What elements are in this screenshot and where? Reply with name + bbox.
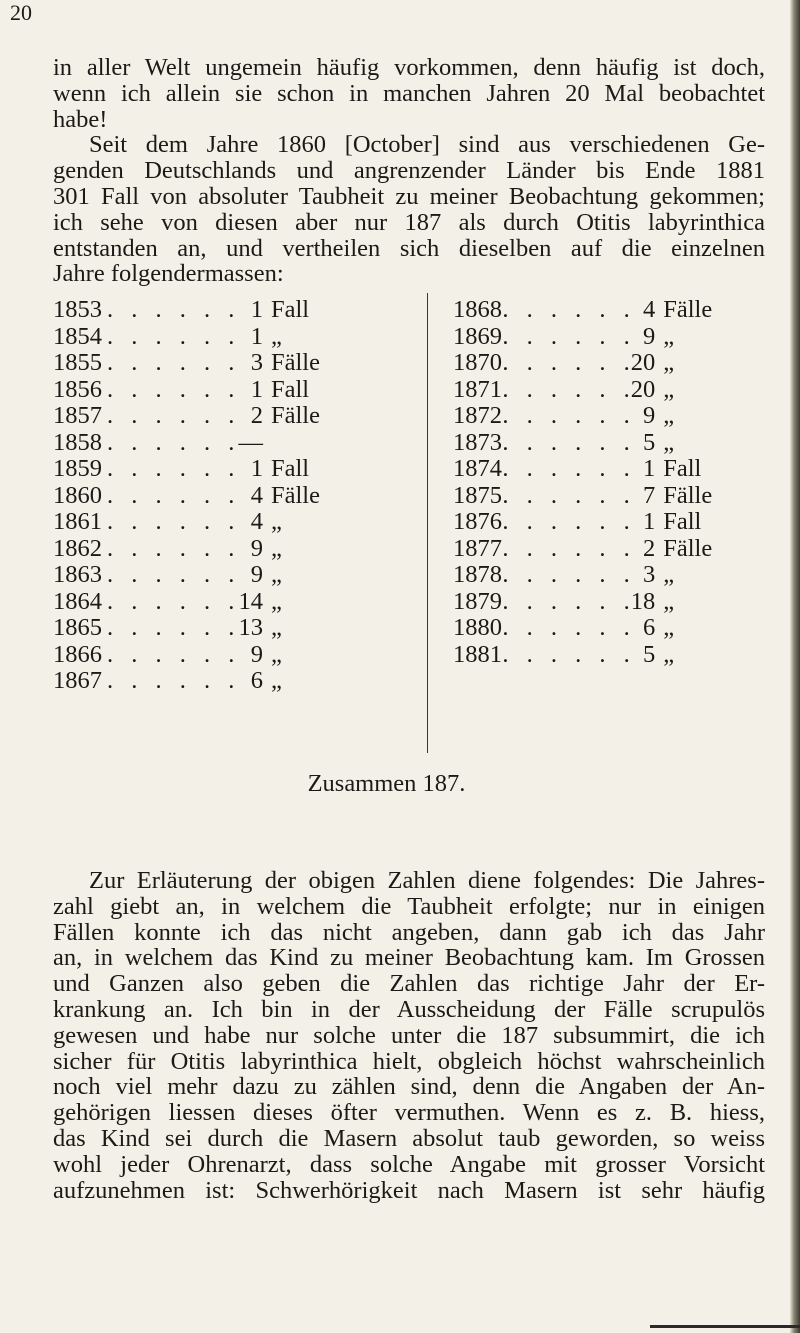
year-cell: 1858 [53,428,102,456]
year-cell: 1856 [53,375,102,403]
count-cell: — [238,428,263,456]
unit-cell: „ [663,349,675,376]
summary-text: Zusammen 187. [307,770,466,797]
table-row [53,377,423,404]
table-row [53,536,423,563]
count-cell: 1 [250,455,263,482]
count-cell: 4 [642,296,656,323]
unit-cell: Fall [271,375,310,403]
count-cell: 2 [642,534,656,562]
table-row [53,509,423,536]
text-line: gehörigen liessen dieses öfter vermuthen. Wenn es z. B. hiess, [53,1099,765,1127]
text-line: Fällen konnte ich das nicht angeben, dann gab ich das Jahr [53,918,765,946]
text-line: 301 Fall von absoluter Taubheit zu meiner Beobachtung gekommen; [53,182,765,210]
leader-dots: . . . . . . [107,455,241,482]
year-cell: 1880 [453,614,502,641]
year-cell: 1874 [453,455,502,482]
unit-cell: „ [663,587,675,615]
unit-cell: „ [663,402,675,429]
table-row [53,350,423,377]
text-line: an, in welchem das Kind zu meiner Beobachtung kam. Im Grossen [53,944,765,972]
unit-cell: „ [663,375,675,403]
year-cell: 1864 [53,587,102,615]
year-cell: 1867 [53,667,102,694]
unit-cell: „ [663,614,675,641]
leader-dots: . . . . . . [107,667,241,694]
table-row [53,297,423,324]
count-cell: 2 [250,402,263,429]
intro-paragraphs [53,55,765,287]
table-row [53,430,423,457]
unit-cell: „ [271,667,282,694]
unit-cell: Fall [271,455,310,482]
unit-cell [271,430,391,457]
count-cell: 3 [642,561,656,588]
leader-dots: . . . . . . [502,296,636,323]
count-cell: 6 [250,667,263,694]
count-cell: 1 [642,455,656,482]
leader-dots: . . . . . . [107,349,241,376]
table-divider [427,293,428,753]
unit-cell: Fälle [663,481,713,509]
text-line: wenn ich allein sie schon in manchen Jahren 20 Mal beobachtet [53,79,765,107]
year-cell: 1879 [453,587,502,615]
year-cell: 1871 [453,375,502,403]
text-line: gewesen und habe nur solche unter die 187 subsummirt, die ich [53,1021,765,1049]
table-row [53,589,423,616]
count-cell: 4 [250,508,263,535]
leader-dots: . . . . . . [107,296,241,323]
count-cell: 20 [630,375,656,403]
text-line: noch viel mehr dazu zu zählen sind, denn die Angaben der An- [53,1073,765,1101]
leader-dots: . . . . . . [502,349,636,376]
unit-cell: Fälle [663,534,713,562]
year-cell: 1873 [453,428,502,456]
year-cell: 1863 [53,561,102,588]
unit-cell: „ [663,428,675,456]
year-cell: 1854 [53,322,102,350]
unit-cell: „ [271,534,282,562]
count-cell: 1 [642,508,656,535]
count-cell: 4 [250,481,263,509]
count-cell: 6 [642,614,656,641]
count-cell: 9 [250,640,263,668]
leader-dots: . . . . . . [107,481,241,509]
table-row [453,456,773,483]
table-row [53,483,423,510]
year-cell: 1875 [453,481,502,509]
unit-cell: „ [663,640,675,668]
count-cell: 9 [642,402,656,429]
leader-dots: . . . . . . [107,322,241,350]
unit-cell: „ [271,508,282,535]
unit-cell: „ [663,322,675,350]
text-line: zahl giebt an, in welchem die Taubheit erfolgte; nur in einigen [53,892,765,920]
unit-cell: Fall [663,508,702,535]
leader-dots: . . . . . . [107,640,241,668]
outro-paragraphs [53,868,765,1203]
leader-dots: . . . . . . [502,402,636,429]
leader-dots: . . . . . . [502,322,636,350]
text-line: sicher für Otitis labyrinthica hielt, obgleich höchst wahrscheinlich [53,1047,765,1075]
text-line: in aller Welt ungemein häufig vorkommen, denn häufig ist doch, [53,54,765,81]
year-cell: 1860 [53,481,102,509]
table-row [453,324,773,351]
page-number: 20 [10,0,32,25]
table-row [53,668,423,695]
leader-dots: . . . . . . [502,481,636,509]
table-row [453,589,773,616]
year-cell: 1876 [453,508,502,535]
table-row [53,324,423,351]
text-line: und Ganzen also geben die Zahlen das richtige Jahr der Er- [53,970,765,998]
bottom-rule [650,1325,800,1328]
table-row [53,642,423,669]
unit-cell: Fälle [271,481,320,509]
year-cell: 1865 [53,614,102,641]
count-cell: 13 [238,614,263,641]
count-cell: 1 [250,322,263,350]
year-cell: 1866 [53,640,102,668]
year-cell: 1878 [453,561,502,588]
year-cell: 1861 [53,508,102,535]
year-table-left [53,297,423,695]
leader-dots: . . . . . . [107,508,241,535]
year-cell: 1868 [453,296,502,323]
table-row [453,509,773,536]
year-cell: 1870 [453,349,502,376]
count-cell: 5 [642,428,656,456]
text-line: aufzunehmen ist: Schwerhörigkeit nach Masern ist sehr häufig [53,1176,765,1204]
year-cell: 1855 [53,349,102,376]
year-cell: 1853 [53,296,102,323]
leader-dots: . . . . . . [107,614,241,641]
count-cell: 1 [250,375,263,403]
count-cell: 9 [250,561,263,588]
year-cell: 1862 [53,534,102,562]
count-cell: 3 [250,349,263,376]
unit-cell: Fall [663,455,702,482]
text-line: Zur Erläuterung der obigen Zahlen diene folgendes: Die Jahres- [89,867,765,894]
count-cell: 7 [642,481,656,509]
page-edge-shadow [790,0,800,1333]
table-row [453,483,773,510]
count-cell: 20 [630,349,656,376]
leader-dots: . . . . . . [502,587,636,615]
text-line: entstanden an, und vertheilen sich dieselben auf die einzelnen [53,234,765,262]
unit-cell: „ [271,322,282,350]
leader-dots: . . . . . . [502,375,636,403]
unit-cell: „ [271,561,282,588]
leader-dots: . . . . . . [107,587,241,615]
leader-dots: . . . . . . [502,508,636,535]
leader-dots: . . . . . . [107,402,241,429]
year-cell: 1869 [453,322,502,350]
table-row [453,403,773,430]
unit-cell: „ [271,640,282,668]
leader-dots: . . . . . . [502,428,636,456]
leader-dots: . . . . . . [502,534,636,562]
table-row [53,615,423,642]
year-cell: 1872 [453,402,502,429]
year-cell: 1877 [453,534,502,562]
count-cell: 5 [642,640,656,668]
table-row [453,536,773,563]
table-row [453,615,773,642]
table-row [453,377,773,404]
table-row [53,562,423,589]
unit-cell: „ [271,614,282,641]
unit-cell: Fälle [663,296,713,323]
table-row [453,297,773,324]
text-line: wohl jeder Ohrenarzt, dass solche Angabe mit grosser Vorsicht [53,1150,765,1178]
count-cell: 1 [250,296,263,323]
unit-cell: „ [663,561,675,588]
count-cell: 9 [642,322,656,350]
leader-dots: . . . . . . [502,561,636,588]
unit-cell: Fälle [271,349,320,376]
year-table-right [453,297,773,668]
leader-dots: . . . . . . [502,455,636,482]
text-line: krankung an. Ich bin in der Ausscheidung der Fälle scrupulös [53,995,765,1023]
year-cell: 1881 [453,640,502,668]
year-cell: 1859 [53,455,102,482]
text-line: Jahre folgendermassen: [53,260,284,288]
table-row [453,562,773,589]
table-row [53,456,423,483]
year-cell: 1857 [53,402,102,429]
unit-cell: „ [271,587,282,615]
table-row [453,430,773,457]
text-line: das Kind sei durch die Masern absolut taub geworden, so weiss [53,1124,765,1152]
table-row [453,350,773,377]
unit-cell: Fall [271,296,310,323]
text-line: genden Deutschlands und angrenzender Länder bis Ende 1881 [53,157,765,185]
leader-dots: . . . . . . [107,534,241,562]
count-cell: 18 [630,587,656,615]
text-line: Seit dem Jahre 1860 [October] sind aus verschiedenen Ge- [89,131,765,159]
table-row [453,642,773,669]
leader-dots: . . . . . . [107,375,241,403]
leader-dots: . . . . . . [502,640,636,668]
leader-dots: . . . . . . [107,561,241,588]
table-row [53,403,423,430]
leader-dots: . . . . . . [107,428,241,456]
count-cell: 9 [250,534,263,562]
text-line: ich sehe von diesen aber nur 187 als durch Otitis labyrinthica [53,208,765,236]
table-summary [0,770,800,798]
text-line: habe! [53,105,108,133]
unit-cell: Fälle [271,402,320,429]
leader-dots: . . . . . . [502,614,636,641]
count-cell: 14 [238,587,263,615]
